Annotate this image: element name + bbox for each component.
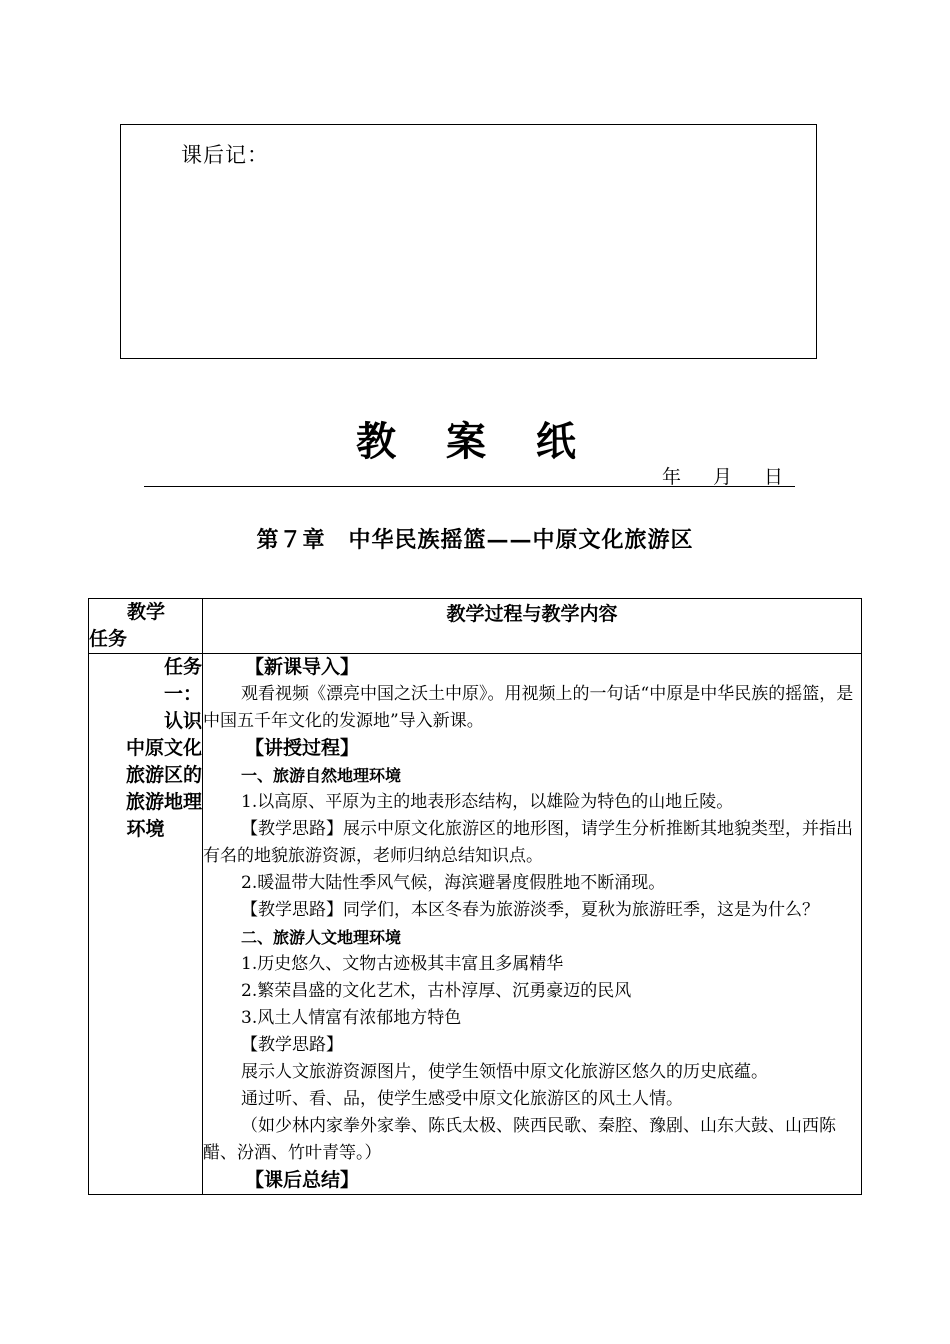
part2-item3: 3.风土人情富有浓郁地方特色 — [241, 1008, 462, 1028]
header-content-cell: 教学过程与教学内容 — [203, 599, 862, 654]
task-line: 任务 — [163, 656, 202, 678]
section-heading-summary: 【课后总结】 — [245, 1169, 360, 1191]
table-row — [89, 654, 862, 1195]
notes-label: 课后记： — [181, 143, 269, 167]
header-task-cell — [89, 599, 203, 654]
task-line: 中原文化 — [125, 737, 202, 759]
date-underline — [144, 486, 795, 487]
part2-idea-text1: 展示人文旅游资源图片，使学生领悟中原文化旅游区悠久的历史底蕴。 — [241, 1062, 768, 1082]
part2-examples: （如少林内家拳外家拳、陈氏太极、陕西民歌、秦腔、豫剧、山东大鼓、山西陈醋、汾酒、竹叶青等。） — [203, 1116, 836, 1163]
date-day: 日 — [764, 466, 784, 488]
section-heading-process: 【讲授过程】 — [245, 737, 360, 759]
intro-text: 观看视频《漂亮中国之沃土中原》。用视频上的一句话“中原是中华民族的摇篮，是中国五千年文化的发源地”导入新课。 — [203, 684, 854, 731]
date-month: 月 — [713, 466, 733, 488]
task-line: 一： — [163, 683, 202, 705]
date-year: 年 — [662, 466, 682, 488]
header-task-line2: 任务 — [89, 628, 128, 650]
part1-idea1: 【教学思路】展示中原文化旅游区的地形图，请学生分析推断其地貌类型，并指出有名的地貌旅游资源，老师归纳总结知识点。 — [203, 819, 853, 866]
part1-heading: 一、旅游自然地理环境 — [241, 766, 402, 785]
part2-item1: 1.历史悠久、文物古迹极其丰富且多属精华 — [241, 954, 564, 974]
part2-idea-label: 【教学思路】 — [241, 1035, 343, 1055]
part1-item2: 2.暖温带大陆性季风气候，海滨避暑度假胜地不断涌现。 — [241, 873, 666, 893]
content-cell — [203, 654, 862, 1195]
lesson-table — [88, 598, 862, 1195]
task-line: 旅游区的 — [125, 764, 202, 786]
header-task-line1: 教学 — [127, 601, 166, 623]
part2-item2: 2.繁荣昌盛的文化艺术，古朴淳厚、沉勇豪迈的民风 — [241, 981, 632, 1001]
after-class-notes-box — [120, 124, 817, 359]
part1-idea2: 【教学思路】同学们，本区冬春为旅游淡季，夏秋为旅游旺季，这是为什么？ — [241, 900, 819, 920]
task-line: 旅游地理 — [125, 791, 202, 813]
part2-idea-text2: 通过听、看、品，使学生感受中原文化旅游区的风土人情。 — [241, 1089, 683, 1109]
task-cell — [89, 654, 203, 1195]
part2-heading: 二、旅游人文地理环境 — [241, 928, 402, 947]
table-header-row — [89, 599, 862, 654]
page-title: 教 案 纸 — [356, 418, 594, 465]
chapter-title: 第７章 中华民族摇篮——中原文化旅游区 — [256, 527, 694, 553]
task-line: 认识 — [163, 710, 202, 732]
date-fields — [662, 462, 815, 489]
task-line: 环境 — [126, 818, 165, 840]
section-heading-intro: 【新课导入】 — [245, 656, 360, 678]
part1-item1: 1.以高原、平原为主的地表形态结构，以雄险为特色的山地丘陵。 — [241, 792, 734, 812]
